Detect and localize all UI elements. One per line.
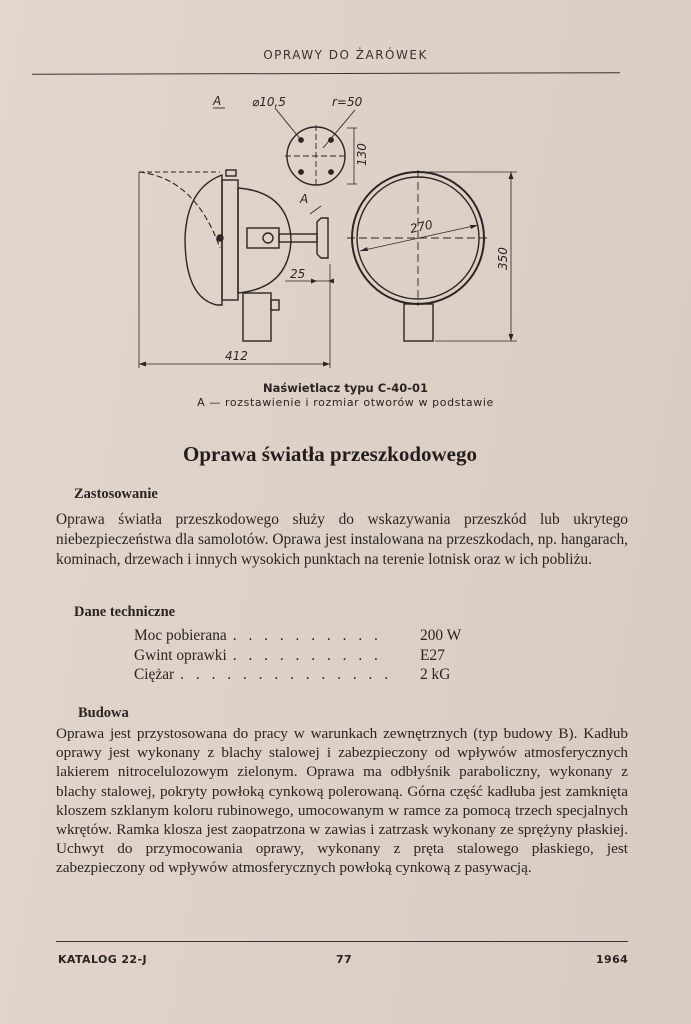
spec-label: Moc pobierana: [134, 627, 227, 644]
spec-row: [134, 666, 494, 686]
spec-value: E27: [420, 646, 445, 664]
hole-diameter-label: ⌀10,5: [252, 95, 286, 109]
construction-heading: Budowa: [78, 705, 129, 721]
specs-heading: Dane techniczne: [74, 604, 176, 620]
footer-rule: [56, 941, 628, 942]
side-marker-label: A: [300, 192, 309, 206]
detail-marker-label: A: [213, 94, 222, 108]
running-header: OPRAWY DO ŻARÓWEK: [263, 48, 428, 62]
catalog-label: KATALOG 22-J: [58, 953, 147, 966]
spec-row: [134, 647, 494, 667]
construction-paragraph: Oprawa jest przystosowana do pracy w warunkach zewnętrznych (typ budowy B). Kadłub oprawy jest wykonany z blachy stalowej i zabezpieczony od wpływów atmosferycznych lakierem nitrocelulozowym zielonym. Oprawa ma odbłyśnik paraboliczny, wykonany z blachy stalowej, pokryty powłoką cynkową polerowaną. Górna część kadłuba jest zamknięta kloszem szklanym koloru rubinowego, umocowanym w ramce za pomocą trzech specjalnych wkrętów. Ramka klosza jest zaopatrzona w zawias i zatrzask wykonany ze sprężyny płaskiej. Uchwyt do przymocowania oprawy, wykonany z pręta stalowego płaskiego, jest zabezpieczony od wpływów atmosferycznych powłoką cynkową z pasywacją.: [56, 725, 628, 877]
specs-table: [134, 627, 494, 686]
application-paragraph: Oprawa światła przeszkodowego służy do wskazywania przeszkód lub ukrytego niebezpieczeństwa dla samolotów. Oprawa jest instalowana na przeszkodach, np. hangarach, kominach, drzewach i innych wysokich punktach na terenie lotnisk oraz w ich pobliżu.: [56, 511, 628, 568]
bracket-gap-label: 25: [290, 267, 306, 281]
spec-value: 2 kG: [420, 666, 451, 683]
spec-label: Gwint oprawki: [134, 646, 227, 664]
radius-label: r=50: [332, 95, 363, 109]
spec-label: Ciężar: [134, 666, 175, 683]
figure-caption-note: A — rozstawienie i rozmiar otworów w podstawie: [197, 396, 494, 409]
figure-caption-title: Naświetlacz typu C-40-01: [263, 381, 428, 395]
spec-row: [134, 627, 494, 647]
spec-value: 200 W: [420, 627, 462, 644]
lens-diameter-label: 270: [408, 217, 435, 236]
section-title: Oprawa światła przeszkodowego: [183, 442, 477, 466]
leader-dots: . . . . . . . . . . . . . .: [180, 666, 393, 683]
year-label: 1964: [596, 953, 629, 966]
leader-dots: . . . . . . . . . .: [232, 646, 382, 664]
overall-height-label: 350: [496, 247, 510, 270]
base-height-label: 130: [355, 143, 369, 166]
application-heading: Zastosowanie: [74, 486, 158, 502]
overall-length-label: 412: [225, 349, 248, 363]
header-rule: [32, 72, 620, 75]
luminaire-technical-drawing: [125, 88, 525, 378]
leader-dots: . . . . . . . . . .: [232, 627, 382, 644]
page-number: 77: [336, 953, 353, 966]
